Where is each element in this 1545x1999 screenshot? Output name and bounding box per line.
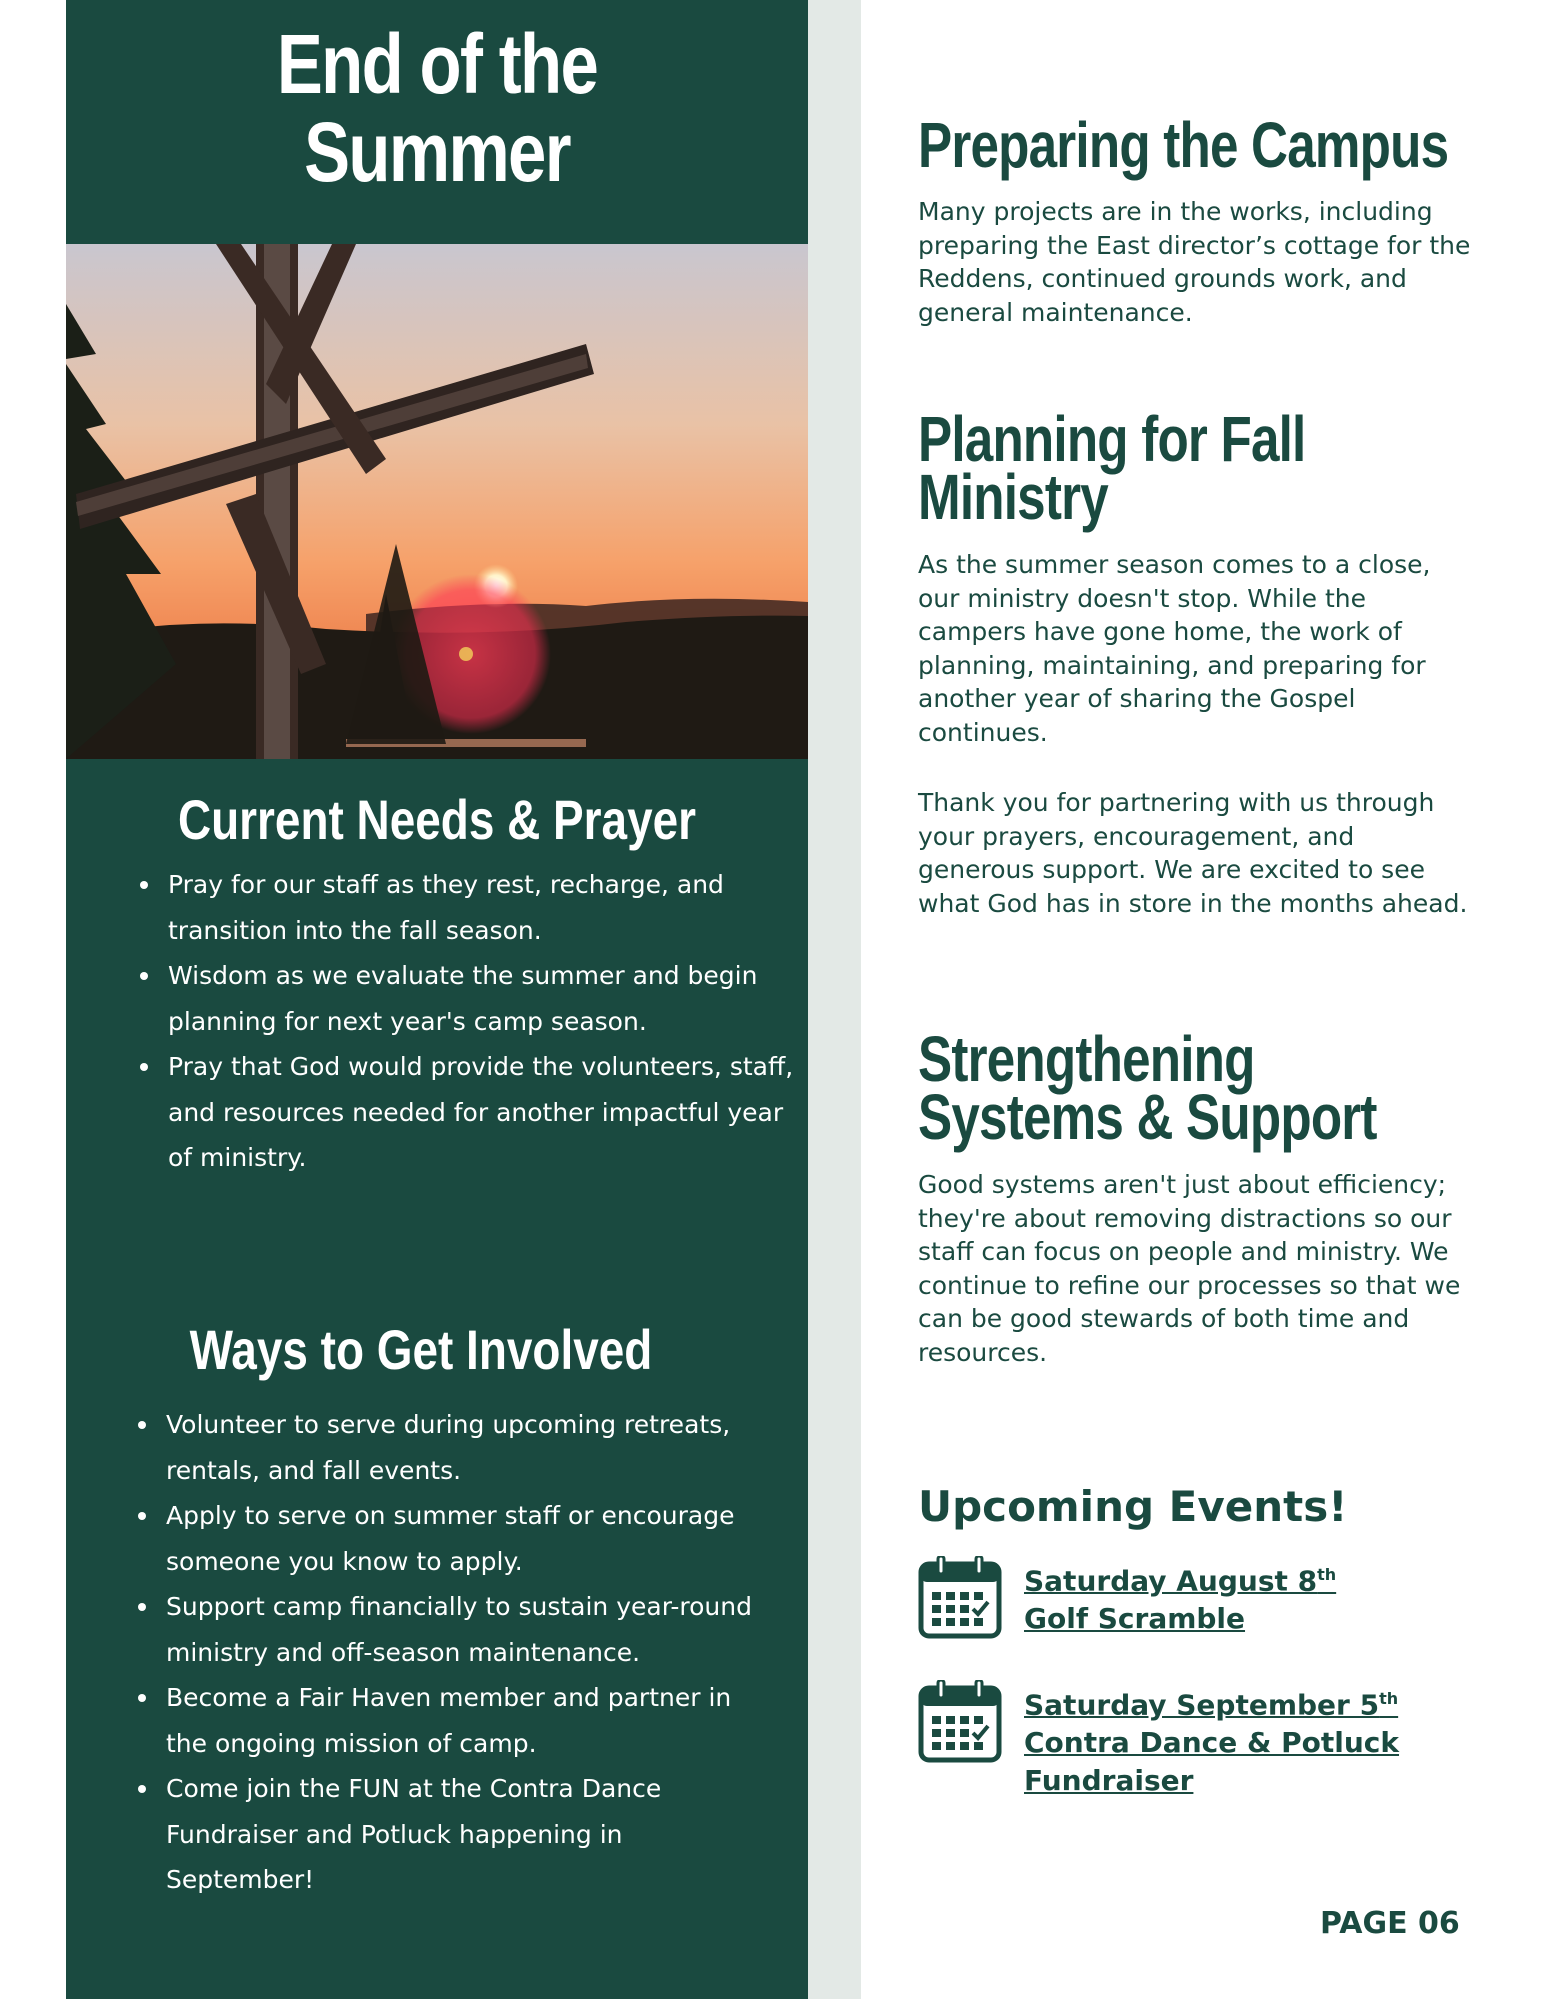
headline	[133, 17, 741, 199]
headline-line-2: Summer	[304, 105, 570, 199]
event-date-line	[1024, 1556, 1336, 1600]
preparing-campus-body: Many projects are in the works, including preparing the East director’s cottage for the Reddens, continued grounds work, and general maintenance.	[918, 197, 1471, 327]
upcoming-events-title: Upcoming Events!	[918, 1482, 1348, 1531]
planning-fall-title	[918, 403, 1478, 533]
sunset-cross-photo	[66, 244, 808, 759]
headline-line-1: End of the	[276, 17, 598, 111]
list-item: Become a Fair Haven member and partner in the ongoing mission of camp.	[134, 1675, 774, 1766]
calendar-icon	[918, 1556, 1002, 1640]
strengthening-systems-body: Good systems aren't just about efficiency; they're about removing distractions so our staff can focus on people and ministry. We continue to refine our processes so that we can be good stewards of both time and resources.	[918, 1170, 1461, 1367]
planning-fall-body-2: Thank you for partnering with us through your prayers, encouragement, and generous support. We are excited to see what God has in store in the months ahead.	[918, 788, 1468, 918]
strengthening-systems-title-line-2: Systems & Support	[918, 1081, 1377, 1153]
event-link-golf[interactable]	[1024, 1556, 1336, 1638]
planning-fall-body-1: As the summer season comes to a close, our ministry doesn't stop. While the campers have gone home, the work of planning, maintaining, and preparing for another year of sharing the Gospel continues.	[918, 550, 1431, 747]
preparing-campus-title-text: Preparing the Campus	[918, 109, 1449, 181]
planning-fall-title-line-1: Planning for Fall	[918, 403, 1306, 475]
strengthening-systems-title-line-1: Strengthening	[918, 1023, 1255, 1095]
ways-to-get-involved-list	[134, 1402, 774, 1903]
current-needs-list	[136, 862, 796, 1181]
event-link-contra[interactable]	[1024, 1680, 1399, 1800]
preparing-campus-title	[918, 109, 1478, 181]
event-date: Saturday August 8	[1024, 1564, 1318, 1598]
event-name-line-2: Fundraiser	[1024, 1764, 1194, 1798]
event-name: Golf Scramble	[1024, 1602, 1246, 1636]
current-needs-title: Current Needs & Prayer	[177, 788, 697, 851]
event-date-suffix: th	[1379, 1689, 1399, 1708]
gutter-divider	[808, 0, 861, 1999]
list-item: Pray for our staff as they rest, recharge, and transition into the fall season.	[136, 862, 796, 953]
list-item: Wisdom as we evaluate the summer and begin planning for next year's camp season.	[136, 953, 796, 1044]
event-date: Saturday September 5	[1024, 1688, 1380, 1722]
page-number: PAGE 06	[1320, 1906, 1460, 1941]
event-date-suffix: th	[1317, 1565, 1337, 1584]
event-name: Contra Dance & Potluck	[1024, 1726, 1400, 1760]
event-date-line	[1024, 1680, 1399, 1724]
left-panel	[66, 0, 808, 1999]
strengthening-systems-title	[918, 1023, 1478, 1153]
list-item: Apply to serve on summer staff or encourage someone you know to apply.	[134, 1493, 774, 1584]
list-item: Volunteer to serve during upcoming retreats, rentals, and fall events.	[134, 1402, 774, 1493]
list-item: Pray that God would provide the volunteers, staff, and resources needed for another impactful year of ministry.	[136, 1044, 796, 1181]
list-item: Support camp financially to sustain year-round ministry and off-season maintenance.	[134, 1584, 774, 1675]
calendar-icon	[918, 1680, 1002, 1764]
list-item: Come join the FUN at the Contra Dance Fundraiser and Potluck happening in September!	[134, 1766, 774, 1903]
planning-fall-title-line-2: Ministry	[918, 461, 1108, 533]
ways-to-get-involved-title: Ways to Get Involved	[189, 1318, 653, 1381]
